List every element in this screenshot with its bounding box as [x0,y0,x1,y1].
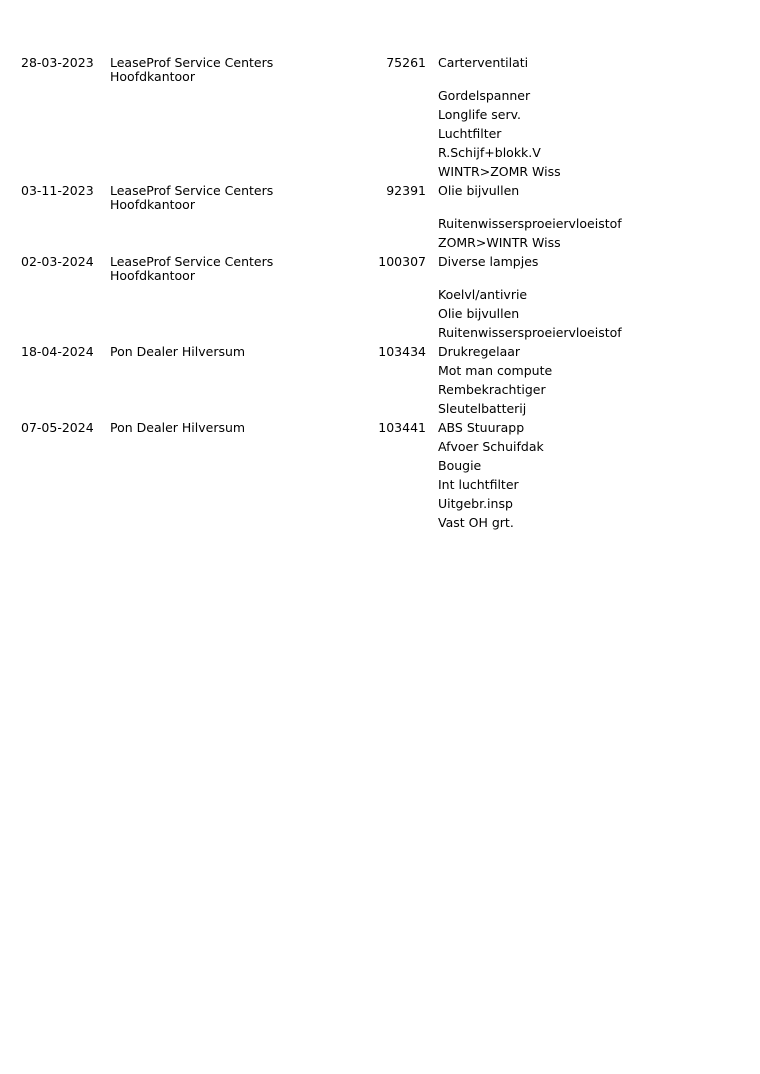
service-item: Drukregelaar [438,344,521,359]
service-date: 28-03-2023 [21,55,94,70]
service-item: Int luchtfilter [438,477,519,492]
service-item: Koelvl/antivrie [438,287,528,302]
service-items [438,184,738,255]
mileage: 103441 [378,420,426,435]
dealer-name-line2: Hoofdkantoor [110,268,195,283]
service-item: Vast OH grt. [438,515,514,530]
dealer-name-line1: LeaseProf Service Centers [110,55,274,70]
service-item: ABS Stuurapp [438,420,525,435]
mileage: 100307 [378,254,426,269]
service-item: Olie bijvullen [438,306,520,321]
dealer-name [110,255,300,283]
service-item: Gordelspanner [438,88,531,103]
service-item: Afvoer Schuifdak [438,439,544,454]
service-item: Diverse lampjes [438,254,539,269]
service-history-table [0,56,760,535]
dealer-name-line2: Hoofdkantoor [110,69,195,84]
service-items [438,56,738,184]
service-item: Carterventilati [438,55,529,70]
service-date: 18-04-2024 [21,344,94,359]
service-record [0,56,760,184]
service-date: 03-11-2023 [21,183,94,198]
dealer-name-line1: LeaseProf Service Centers [110,183,274,198]
dealer-name [110,184,300,212]
service-item: Bougie [438,458,482,473]
dealer-name-line1: LeaseProf Service Centers [110,254,274,269]
mileage: 103434 [378,344,426,359]
service-item: Sleutelbatterij [438,401,527,416]
dealer-name-line2: Hoofdkantoor [110,197,195,212]
service-item: Longlife serv. [438,107,522,122]
dealer-name-line1: Pon Dealer Hilversum [110,344,246,359]
service-record [0,255,760,345]
service-record [0,421,760,535]
dealer-name [110,56,300,84]
service-items [438,345,738,421]
service-record [0,345,760,421]
service-item: Olie bijvullen [438,183,520,198]
dealer-name [110,421,300,435]
service-record [0,184,760,255]
service-item: Mot man compute [438,363,553,378]
mileage: 92391 [386,183,426,198]
service-date: 02-03-2024 [21,254,94,269]
dealer-name-line1: Pon Dealer Hilversum [110,420,246,435]
service-item: Ruitenwissersproeiervloeistof [438,216,622,231]
service-item: Rembekrachtiger [438,382,546,397]
service-items [438,255,738,345]
service-item: Uitgebr.insp [438,496,513,511]
mileage: 75261 [386,55,426,70]
service-item: Ruitenwissersproeiervloeistof [438,325,622,340]
service-item: Luchtfilter [438,126,502,141]
service-item: R.Schijf+blokk.V [438,145,541,160]
service-item: ZOMR>WINTR Wiss [438,235,561,250]
service-item: WINTR>ZOMR Wiss [438,164,561,179]
dealer-name [110,345,300,359]
service-date: 07-05-2024 [21,420,94,435]
service-items [438,421,738,535]
